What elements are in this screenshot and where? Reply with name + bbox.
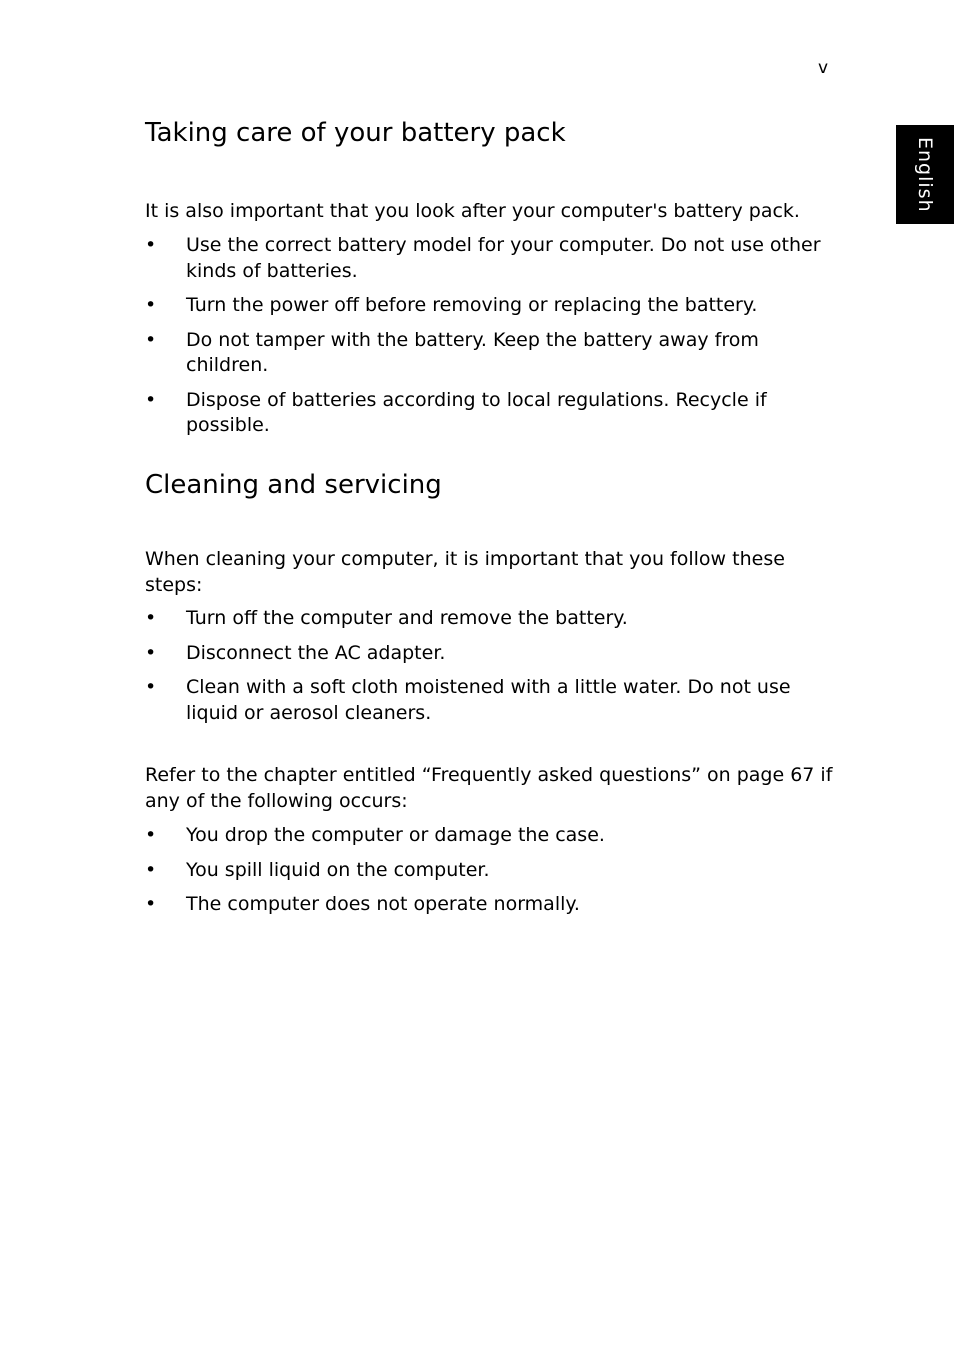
list-item: [145, 388, 835, 439]
list-item-text: Disconnect the AC adapter.: [186, 641, 446, 664]
bullet-icon: •: [145, 388, 157, 411]
bullet-icon: •: [145, 328, 157, 351]
refer-paragraph: Refer to the chapter entitled “Frequently asked questions” on page 67 if any of the following occurs:: [145, 764, 833, 812]
list-item-text: The computer does not operate normally.: [186, 893, 580, 915]
bullet-icon: •: [145, 893, 157, 915]
list-item-text: Use the correct battery model for your computer. Do not use other kinds of batteries.: [186, 234, 821, 282]
list-item: [145, 858, 835, 884]
list-item: [145, 675, 835, 726]
list-item-text: Do not tamper with the battery. Keep the battery away from children.: [186, 328, 759, 376]
list-item: [145, 641, 835, 667]
cleaning-intro: When cleaning your computer, it is important that you follow these steps:: [145, 548, 785, 596]
cleaning-list: [145, 606, 835, 735]
list-item: [145, 823, 835, 849]
bullet-icon: •: [145, 676, 157, 698]
bullet-icon: •: [145, 607, 157, 629]
list-item-text: You spill liquid on the computer.: [186, 858, 490, 881]
bullet-icon: •: [145, 641, 157, 664]
battery-intro: It is also important that you look after your computer's battery pack.: [145, 200, 800, 222]
bullet-icon: •: [145, 858, 157, 881]
bullet-icon: •: [145, 824, 157, 846]
list-item: [145, 293, 835, 319]
battery-list: [145, 233, 835, 448]
language-tab: [896, 125, 954, 224]
list-item-text: Turn off the computer and remove the battery.: [186, 607, 628, 629]
section-title-cleaning: Cleaning and servicing: [145, 470, 442, 500]
list-item-text: Dispose of batteries according to local regulations. Recycle if possible.: [186, 388, 767, 436]
list-item-text: You drop the computer or damage the case.: [186, 824, 605, 846]
refer-list: [145, 823, 835, 927]
bullet-icon: •: [145, 234, 157, 256]
list-item: [145, 328, 835, 379]
language-tab-label: English: [914, 136, 936, 213]
section-title-battery: Taking care of your battery pack: [145, 118, 566, 148]
list-item: [145, 606, 835, 632]
page-number: v: [818, 58, 829, 78]
list-item: [145, 892, 835, 918]
list-item-text: Turn the power off before removing or replacing the battery.: [186, 294, 758, 316]
list-item-text: Clean with a soft cloth moistened with a little water. Do not use liquid or aerosol cleaners.: [186, 676, 791, 724]
list-item: [145, 233, 835, 284]
bullet-icon: •: [145, 294, 157, 316]
